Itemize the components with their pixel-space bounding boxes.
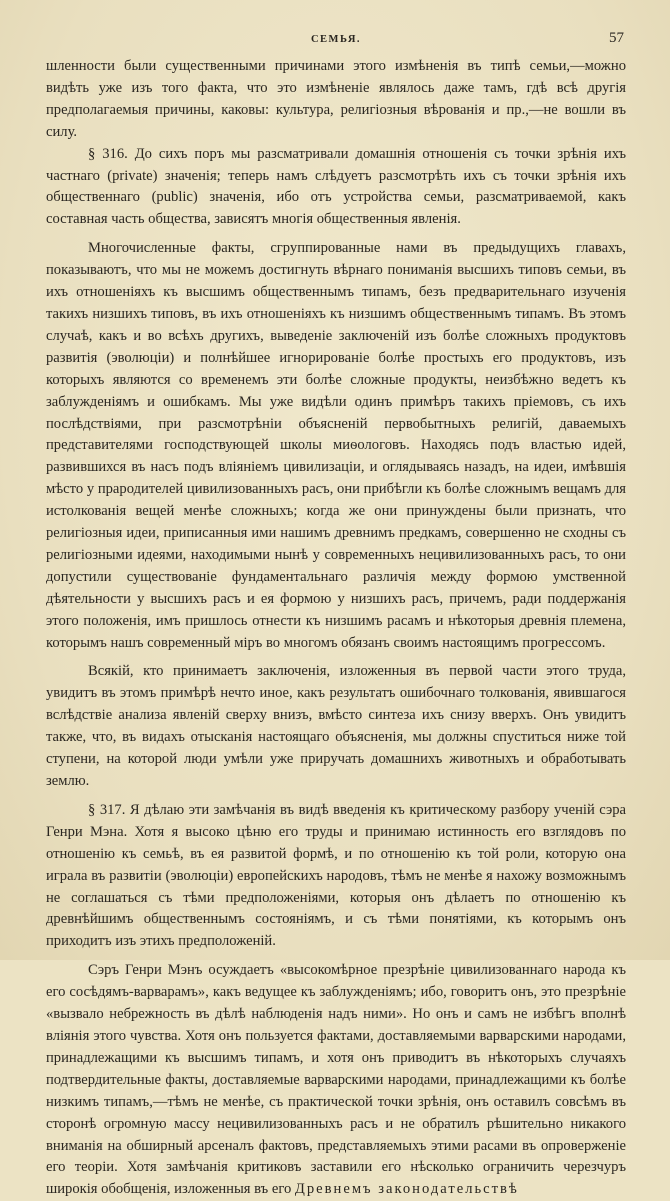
paragraph-maine-text: Сэръ Генри Мэнъ осуждаетъ «высокомѣрное презрѣніе цивилизованнаго народа къ его сосѣдямъ-варварамъ», какъ ведущее къ заблужденіямъ; ибо, говоритъ онъ, это презрѣніе «вызвало небрежность въ дѣлѣ наблюденія надъ ними». Но онъ и самъ не избѣгъ вполнѣ вліянія этого чувства. Хотя онъ пользуется фактами, доставляемыми варварскими народами, принадлежащими къ высшимъ типамъ, и хотя онъ приводитъ въ нѣкоторыхъ случаяхъ подтвердительные факты, доставляемые варварскими народами, принадлежащими къ болѣе низкимъ типамъ,—тѣмъ не менѣе, съ практической точки зрѣнія, онъ оставилъ совсѣмъ въ сторонѣ огромную массу нецивилизованныхъ расъ и не обратилъ рѣшительно никакого вниманія на обширный арсеналъ фактовъ, представляемыхъ этими расами въ опроверженіе его теоріи. Хотя замѣчанія критиковъ заставили его нѣсколько ограничить черезчуръ широкія обобщенія, изложенныя въ его — [46, 962, 626, 1198]
paragraph-continuation: шленности были существенными причинами этого измѣненія въ типѣ семьи,—можно видѣть уже изъ того факта, что это измѣненіе являлось даже тамъ, гдѣ всѣ другія предполагаемыя причины, каковы: культура, религіозныя вѣрованія и пр.,—не вошли въ силу. — [46, 58, 626, 140]
paragraph-facts: Многочисленные факты, сгруппированные нами въ предыдущихъ главахъ, показываютъ, что мы не можемъ достигнуть вѣрнаго пониманія высшихъ типовъ семьи, въ ихъ отношеніяхъ къ высшимъ общественнымъ типамъ, безъ предварительнаго изученія такихъ низшихъ типовъ, въ ихъ отношеніяхъ къ низшимъ общественнымъ типамъ. Въ этомъ случаѣ, какъ и во всѣхъ другихъ, выведеніе заключеній изъ болѣе сложныхъ продуктовъ развитія (эволюціи) и полнѣйшее игнорированіе болѣе простыхъ его продуктовъ, изъ которыхъ являются со временемъ эти болѣе сложные продукты, неизбѣжно ведетъ къ заблужденіямъ и ошибкамъ. Мы уже видѣли одинъ примѣръ такихъ пріемовъ, съ ихъ послѣдствіями, при разсмотрѣніи объясненій первобытныхъ религій, даваемыхъ представителями господствующей школы миѳологовъ. Находясь подъ властью идей, развившихся въ насъ подъ вліяніемъ цивилизаціи, и оглядываясь назадъ, на идеи, имѣвшія мѣсто у прародителей цивилизованныхъ расъ, они прибѣгли къ болѣе сложнымъ вещамъ для истолкованія вещей менѣе сложныхъ; когда же они принуждены были признать, что религіозныя идеи, приписанныя ими нашимъ древнимъ предкамъ, совершенно не сходны съ религіозными идеями, находимыми нынѣ у современныхъ нецивилизованныхъ расъ, то они допустили существованіе фундаментальнаго различія между формою умственной дѣятельности у высшихъ расъ и ея формою у низшихъ расъ, причемъ, ради поддержанія этого положенія, имъ пришлось отнести къ низшимъ расамъ и нѣкоторыя древнія племена, которымъ нашъ современный міръ во многомъ обязанъ своимъ настоящимъ прогрессомъ. — [46, 240, 626, 651]
book-title-spaced: Древнемъ законодательствѣ — [294, 1181, 519, 1198]
paragraph-section-317: § 317. Я дѣлаю эти замѣчанія въ видѣ введенія къ критическому разбору ученій сэра Генри Мэна. Хотя я высоко цѣню его труды и принимаю истинность его взглядовъ по отношенію къ семьѣ, въ ея развитой формѣ, и по отношенію къ той роли, которую она играла въ развитіи (эволюціи) европейскихъ народовъ, тѣмъ не менѣе я нахожу возможнымъ не соглашаться съ тѣми предположеніями, которыя онъ дѣлаетъ по отношенію къ древнѣйшимъ общественнымъ состояніямъ, и съ тѣми понятіями, къ которымъ онъ приходитъ изъ этихъ предположеній. — [46, 801, 626, 950]
paragraph-conclusions: Всякій, кто принимаетъ заключенія, изложенныя въ первой части этого труда, увидитъ въ этомъ примѣрѣ нечто иное, какъ результатъ ошибочнаго толкованія, явившагося вслѣдствіе анализа явленій сверху внизъ, вмѣсто синтеза ихъ снизу вверхъ. Онъ увидитъ также, что, въ видахъ отысканія настоящаго объясненія, мы должны спуститься ниже той ступени, на которой люди умѣли уже приручать домашнихъ животныхъ и обработывать землю. — [46, 663, 626, 789]
body-text — [46, 56, 626, 1201]
paragraph-maine — [46, 960, 626, 1201]
page-number: 57 — [609, 30, 624, 46]
page-header — [46, 30, 626, 52]
running-head: СЕМЬЯ. — [310, 34, 362, 45]
paragraph-section-316: § 316. До сихъ поръ мы разсматривали домашнія отношенія съ точки зрѣнія ихъ частнаго (private) значенія; теперь намъ слѣдуетъ разсмотрѣть ихъ съ точки зрѣнія ихъ общественнаго (public) значенія, ибо отъ устройства семьи, разсматриваемой, какъ составная часть общества, зависятъ многія общественныя явленія. — [46, 145, 626, 228]
